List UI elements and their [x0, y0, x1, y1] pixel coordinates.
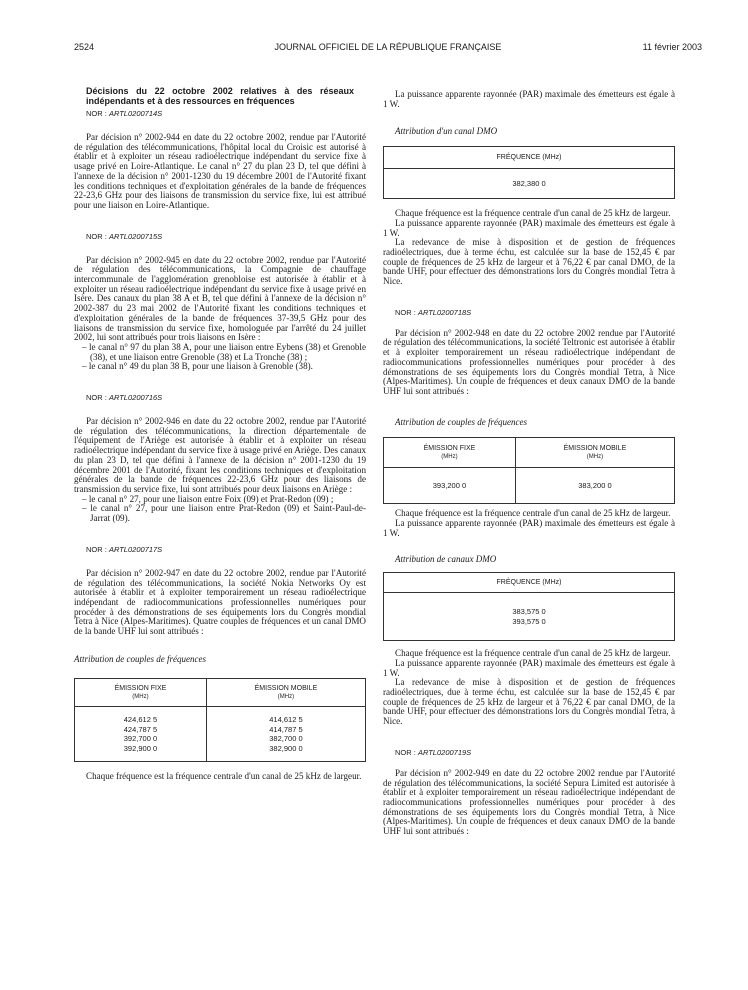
nor-reference: NOR : ARTL0200718S: [395, 307, 472, 317]
table-caption: Attribution de couples de fréquences: [395, 416, 527, 427]
channel-width-paragraph: Chaque fréquence est la fréquence centrale d'un canal de 25 kHz de largeur.: [395, 508, 671, 519]
fee-paragraph: La redevance de mise à disposition et de gestion de fréquences radioélectriques, due à terme échu, est calculée sur la base de 152,45 € par couple de fréquences de 25 kHz de largeur et à 76,22 € par canal DMO, de la bande UHF, pour effectuer des démonstrations lors du Congrès mondial Tetra à Nice.: [383, 237, 675, 287]
decision-paragraph: Par décision n° 2002-947 en date du 22 octobre 2002, rendue par l'Autorité de régulation des télécommunications, la société Nokia Networks Oy est autorisée à établir et à exploiter temporairement un réseau radioélectrique indépendant de radiocommunications professionnelles numériques pour procéder à des démonstrations de ses équipements lors du Congrès mondial Tetra à Nice (Alpes-Maritimes). Quatre couples de fréquences et un canal DMO de la bande UHF lui sont attribués :: [74, 567, 366, 637]
list-item: – le canal n° 27, pour une liaison entre Foix (09) et Prat-Redon (09) ;: [74, 495, 366, 505]
list-item: – le canal n° 97 du plan 38 A, pour une liaison entre Eybens (38) et Grenoble (38), et une liaison entre Grenoble (38) et La Tronche (38) ;: [74, 343, 366, 362]
left-column: [74, 86, 366, 782]
table-cell: 383,200 0: [515, 468, 674, 504]
column-header: ÉMISSION FIXE (MHz): [75, 679, 207, 707]
table-cell: 424,612 5 424,787 5 392,700 0 392,900 0: [75, 707, 207, 762]
nor-reference: NOR : ARTL0200716S: [86, 393, 163, 403]
channel-width-paragraph: Chaque fréquence est la fréquence centrale d'un canal de 25 kHz de largeur.: [395, 648, 671, 659]
journal-title: JOURNAL OFFICIEL DE LA RÉPUBLIQUE FRANÇAISE: [274, 42, 502, 52]
frequency-couples-table: [74, 678, 366, 762]
column-header: FRÉQUENCE (MHz): [384, 573, 675, 593]
dmo-channel-table: [383, 572, 675, 641]
power-paragraph: La puissance apparente rayonnée (PAR) maximale des émetteurs est égale à 1 W.: [383, 217, 675, 238]
power-paragraph: La puissance apparente rayonnée (PAR) maximale des émetteurs est égale à 1 W.: [383, 89, 675, 109]
nor-reference: NOR : ARTL0200715S: [86, 231, 163, 241]
table-cell: 382,380 0: [384, 169, 675, 199]
section-title: Décisions du 22 octobre 2002 relatives à des réseaux indépendants et à des ressources en fréquences: [86, 86, 354, 106]
decision-paragraph: Par décision n° 2002-948 en date du 22 octobre 2002 rendue par l'Autorité de régulation des télécommunications, la société Teltronic est autorisée à établir et à exploiter temporairement un réseau radioélectrique indépendant de radiocommunications professionnelles numériques pour procéder à des démonstrations de ses équipements lors du Congrès mondial Tetra, à Nice (Alpes-Maritimes). Un couple de fréquences et deux canaux DMO de la bande UHF lui sont attribués :: [383, 327, 675, 396]
column-header: ÉMISSION FIXE (MHz): [384, 438, 516, 468]
channel-width-paragraph: Chaque fréquence est la fréquence centrale d'un canal de 25 kHz de largeur.: [395, 208, 671, 219]
decision-paragraph: Par décision n° 2002-949 en date du 22 octobre 2002 rendue par l'Autorité de régulation des télécommunications, la société Sepura Limited est autorisée à établir et à exploiter temporairement un réseau radioélectrique indépendant de radiocommunications professionnelles numériques pour procéder à des démonstrations de ses équipements lors du Congrès mondial Tetra, à Nice (Alpes-Maritimes). Un couple de fréquences et deux canaux DMO de la bande UHF lui sont attribués :: [383, 767, 675, 837]
frequency-couples-table: [383, 437, 675, 504]
page-header: [74, 42, 702, 56]
right-column: [383, 90, 675, 837]
table-caption: Attribution d'un canal DMO: [395, 126, 498, 137]
column-header: FRÉQUENCE (MHz): [384, 147, 675, 169]
list-item: – le canal n° 49 du plan 38 B, pour une liaison à Grenoble (38).: [74, 362, 366, 372]
nor-reference: NOR : ARTL0200719S: [395, 747, 472, 757]
fee-paragraph: La redevance de mise à disposition et de gestion de fréquences radioélectriques, due à terme échu, est calculée sur la base de 152,45 € par couple de fréquences de 25 kHz de largeur et à 76,22 € par canal DMO, de la bande UHF, pour effectuer des démonstrations lors du Congrès mondial Tetra, à Nice.: [383, 677, 675, 727]
table-caption: Attribution de canaux DMO: [395, 554, 497, 565]
column-header: ÉMISSION MOBILE (MHz): [206, 679, 365, 707]
nor-reference: NOR : ARTL0200714S: [86, 109, 163, 118]
channel-list: [74, 343, 366, 372]
issue-date: 11 février 2003: [642, 42, 702, 52]
page-number: 2524: [74, 42, 95, 52]
power-paragraph: La puissance apparente rayonnée (PAR) maximale des émetteurs est égale à 1 W.: [383, 657, 675, 678]
table-caption: Attribution de couples de fréquences: [74, 653, 206, 664]
channel-list: [74, 495, 366, 524]
table-cell: 414,612 5 414,787 5 382,700 0 382,900 0: [206, 707, 365, 762]
list-item: – le canal n° 27, pour une liaison entre Prat-Redon (09) et Saint-Paul-de-Jarrat (09).: [74, 504, 366, 523]
dmo-channel-table: [383, 146, 675, 199]
decision-paragraph: Par décision n° 2002-946 en date du 22 octobre 2002, rendue par l'Autorité de régulation des télécommunications, la direction départementale de l'équipement de l'Ariège est autorisée à établir et à exploiter un réseau radioélectrique indépendant du service fixe à usage privé en Ariège. Des canaux du plan 23 D, tel que défini à l'annexe de la décision n° 2001-1230 du 19 décembre 2001 de l'Autorité, fixant les conditions techniques et d'exploitation générales de la bande de fréquences 22-23,6 GHz pour des liaisons de transmission du service fixe, lui sont attribués pour deux liaisons en Ariège :: [74, 416, 366, 494]
nor-reference: NOR : ARTL0200717S: [86, 544, 163, 554]
column-header: ÉMISSION MOBILE (MHz): [515, 438, 674, 468]
decision-paragraph: Par décision n° 2002-945 en date du 22 octobre 2002, rendue par l'Autorité de régulation des télécommunications, la Compagnie de chauffage intercommunale de l'agglomération grenobloise est autorisée à établir et à exploiter un réseau radioélectrique indépendant du service fixe à usage privé en Isère. Des canaux du plan 38 A et B, tel que défini à l'annexe de la décision n° 2002-387 du 23 mai 2002 de l'Autorité fixant les conditions techniques et d'exploitation générales de la bande de fréquences 37-39,5 GHz pour des liaisons de transmission du service fixe, homologuée par l'arrêté du 24 juillet 2002, lui sont attribués pour trois liaisons en Isère :: [74, 254, 366, 343]
decision-paragraph: Par décision n° 2002-944 en date du 22 octobre 2002, rendue par l'Autorité de régulation des télécommunications, l'hôpital local du Croisic est autorisé à établir et à exploiter un réseau radioélectrique indépendant du service fixe à usage privé en Loire-Atlantique. Le canal n° 27 du plan 23 D, tel que défini à l'annexe de la décision n° 2001-1230 du 19 décembre 2001 de l'Autorité fixant les conditions techniques et d'exploitation générales de la bande de fréquences 22-23,6 GHz pour des liaisons de transmission du service fixe, lui est attribué pour une liaison en Loire-Atlantique.: [74, 132, 366, 210]
table-cell: 393,200 0: [384, 468, 516, 504]
power-paragraph: La puissance apparente rayonnée (PAR) maximale des émetteurs est égale à 1 W.: [383, 518, 675, 538]
table-cell: 383,575 0 393,575 0: [384, 593, 675, 641]
closing-paragraph: Chaque fréquence est la fréquence centrale d'un canal de 25 kHz de largeur.: [86, 771, 362, 782]
